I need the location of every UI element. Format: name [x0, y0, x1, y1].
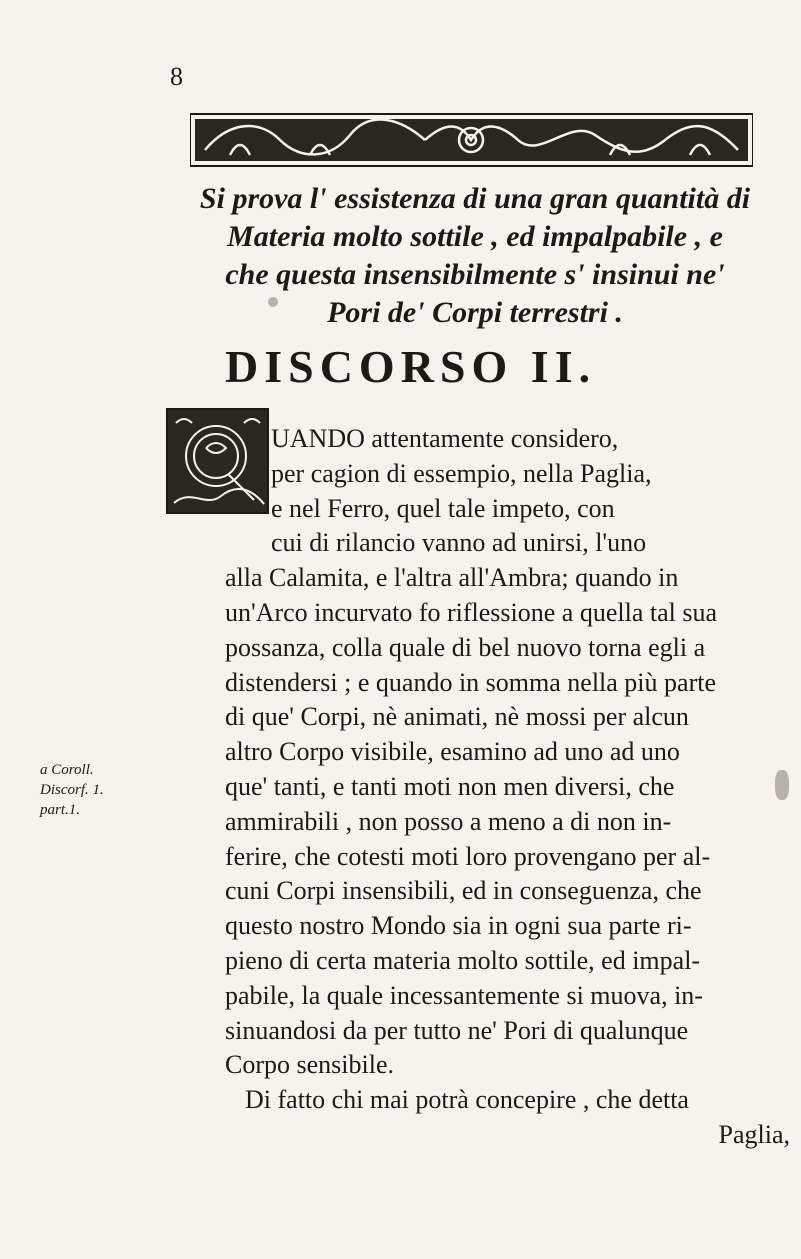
paper-speck	[775, 770, 789, 800]
body-text	[225, 422, 790, 1153]
text-line: un'Arco incurvato fo riflessione a quella tal sua	[225, 597, 718, 627]
page-number: 8	[170, 62, 183, 91]
subtitle-line: Materia molto sottile , ed impalpabile , e	[227, 220, 723, 253]
text-line: distendersi ; e quando in somma nella più parte	[225, 667, 716, 697]
text-line: cui di rilancio vanno ad unirsi, l'uno	[271, 528, 647, 558]
subtitle-line: Si prova l' essistenza di una gran quantità di	[199, 182, 751, 215]
text-line: possanza, colla quale di bel nuovo torna egli a	[225, 632, 706, 662]
text-line: e nel Ferro, quel tale impeto, con	[271, 493, 615, 523]
text-line: sinuandosi da per tutto ne' Pori di qualunque	[225, 1015, 689, 1045]
text-line: cuni Corpi insensibili, ed in conseguenza, che	[225, 876, 702, 906]
text-line: UANDO attentamente considero,	[271, 424, 619, 453]
text-line: di que' Corpi, nè animati, nè mossi per alcun	[225, 702, 689, 732]
margin-note-line: Discorf. 1.	[40, 782, 104, 798]
text-line: Di fatto chi mai potrà concepire , che detta	[245, 1085, 689, 1115]
text-line: ferire, che cotesti moti loro provengano per al-	[225, 841, 711, 871]
subtitle-line: che questa insensibilmente s' insinui ne'	[225, 258, 725, 291]
paper-speck	[268, 297, 278, 307]
margin-note	[40, 760, 130, 820]
catchword: Paglia,	[718, 1119, 790, 1149]
section-title: DISCORSO II.	[225, 341, 597, 392]
margin-note-line: part.1.	[40, 802, 81, 818]
subtitle-line: Pori de' Corpi terrestri .	[327, 296, 623, 329]
text-line: pabile, la quale incessantemente si muova, in-	[225, 980, 703, 1010]
margin-note-line: a Coroll.	[40, 762, 94, 778]
text-line: alla Calamita, e l'altra all'Ambra; quando in	[225, 563, 679, 593]
text-line: ammirabili , non posso a meno a di non in-	[225, 806, 672, 836]
text-line: pieno di certa materia molto sottile, ed impal-	[225, 945, 701, 975]
chapter-subtitle	[170, 180, 780, 332]
text-line: Corpo sensibile.	[225, 1050, 394, 1080]
text-line: questo nostro Mondo sia in ogni sua parte ri-	[225, 911, 692, 941]
text-line: que' tanti, e tanti moti non men diversi, che	[225, 771, 675, 801]
text-line: per cagion di essempio, nella Paglia,	[271, 458, 652, 488]
text-line: altro Corpo visibile, esamino ad uno ad uno	[225, 737, 680, 767]
ornamental-headpiece	[190, 110, 753, 170]
